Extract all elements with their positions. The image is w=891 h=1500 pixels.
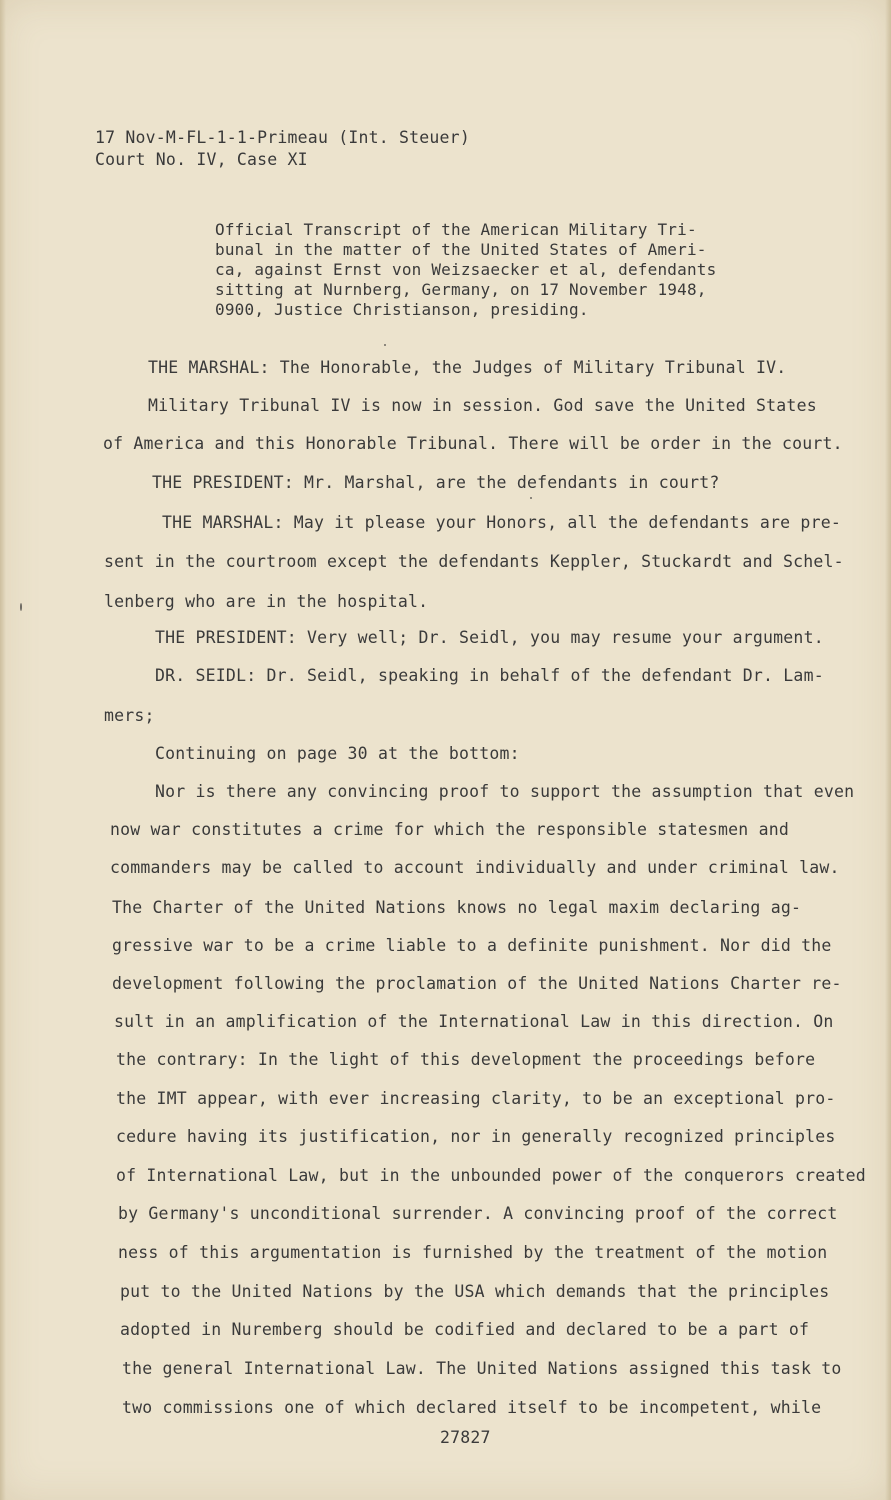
page-number: 27827 (440, 1428, 491, 1447)
page-edge-right (885, 0, 891, 1500)
transcript-line: of America and this Honorable Tribunal. There will be order in the court. (103, 434, 843, 453)
intro-line: sitting at Nurnberg, Germany, on 17 November 1948, (215, 280, 707, 299)
transcript-line: THE PRESIDENT: Mr. Marshal, are the defendants in court? (152, 473, 720, 492)
transcript-line: the general International Law. The United Nations assigned this task to (122, 1359, 842, 1378)
transcript-line: THE MARSHAL: May it please your Honors, all the defendants are pre- (162, 513, 841, 532)
transcript-line: Nor is there any convincing proof to support the assumption that even (155, 782, 855, 801)
transcript-line: put to the United Nations by the USA which demands that the principles (120, 1282, 830, 1301)
transcript-line: ness of this argumentation is furnished by the treatment of the motion (118, 1243, 828, 1262)
header-line-1: 17 Nov-M-FL-1-1-Primeau (Int. Steuer) (95, 128, 470, 147)
transcript-line: THE PRESIDENT: Very well; Dr. Seidl, you may resume your argument. (155, 628, 824, 647)
transcript-line: by Germany's unconditional surrender. A convincing proof of the correct (118, 1204, 838, 1223)
transcript-line: The Charter of the United Nations knows no legal maxim declaring ag- (112, 898, 802, 917)
intro-line: ca, against Ernst von Weizsaecker et al, defendants (215, 260, 717, 279)
transcript-line: gressive war to be a crime liable to a definite punishment. Nor did the (112, 936, 832, 955)
transcript-line: two commissions one of which declared itself to be incompetent, while (122, 1398, 822, 1417)
intro-line: Official Transcript of the American Military Tri- (215, 220, 697, 239)
page-edge-left (0, 0, 6, 1500)
ink-speck (530, 497, 532, 499)
transcript-line: cedure having its justification, nor in generally recognized principles (116, 1127, 836, 1146)
transcript-line: sult in an amplification of the International Law in this direction. On (114, 1012, 834, 1031)
transcript-line: commanders may be called to account individually and under criminal law. (110, 858, 840, 877)
header-line-2: Court No. IV, Case XI (95, 150, 308, 169)
transcript-line: Continuing on page 30 at the bottom: (155, 744, 520, 763)
transcript-line: DR. SEIDL: Dr. Seidl, speaking in behalf of the defendant Dr. Lam- (155, 666, 824, 685)
intro-line: bunal in the matter of the United States of Ameri- (215, 240, 707, 259)
transcript-line: the IMT appear, with ever increasing clarity, to be an exceptional pro- (116, 1089, 836, 1108)
transcript-line: lenberg who are in the hospital. (104, 592, 429, 611)
transcript-line: development following the proclamation of the United Nations Charter re- (112, 974, 842, 993)
transcript-line: of International Law, but in the unbounded power of the conquerors created (116, 1166, 866, 1185)
ink-speck (20, 603, 22, 611)
transcript-line: Military Tribunal IV is now in session. God save the United States (148, 396, 817, 415)
transcript-line: sent in the courtroom except the defendants Keppler, Stuckardt and Schel- (104, 552, 844, 571)
intro-line: 0900, Justice Christianson, presiding. (215, 300, 589, 319)
ink-speck (384, 344, 386, 346)
transcript-line: adopted in Nuremberg should be codified and declared to be a part of (120, 1320, 810, 1339)
transcript-line: mers; (104, 706, 155, 725)
transcript-line: THE MARSHAL: The Honorable, the Judges of Military Tribunal IV. (148, 358, 787, 377)
transcript-line: the contrary: In the light of this development the proceedings before (116, 1050, 816, 1069)
transcript-line: now war constitutes a crime for which the responsible statesmen and (110, 820, 789, 839)
